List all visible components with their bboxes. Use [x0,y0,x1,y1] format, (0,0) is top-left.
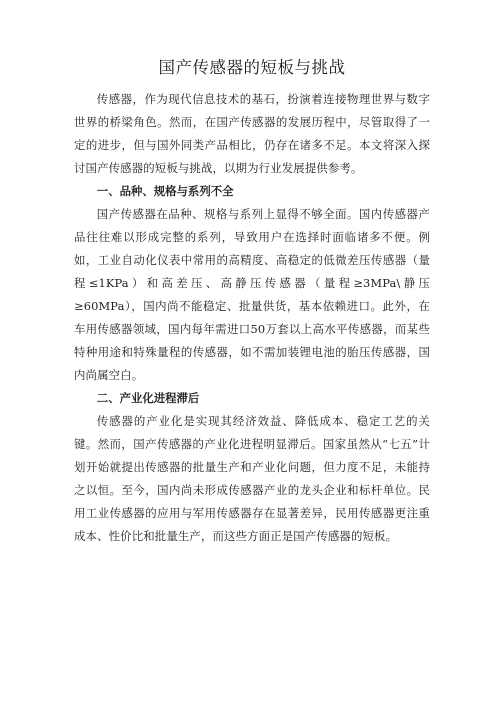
intro-paragraph: 传感器，作为现代信息技术的基石，扮演着连接物理世界与数字世界的桥梁角色。然而，在国产传感器的发展历程中，尽管取得了一定的进步，但与国外同类产品相比，仍存在诸多不足。本文将深入探讨国产传感器的短板与挑战，以期为行业发展提供参考。 [74,92,430,175]
section-body-variety: 国产传感器在品种、规格与系列上显得不够全面。国内传感器产品往往难以形成完整的系列，导致用户在选择时面临诸多不便。例如，工业自动化仪表中常用的高精度、高稳定的低微差压传感器（量程≤1KPa）和高差压、高静压传感器（量程≥3MPa\静压≥60MPa），国内尚不能稳定、批量供货，基本依赖进口。此外，在车用传感器领域，国内每年需进口50万套以上高水平传感器，而某些特种用途和特殊量程的传感器，如不需加装锂电池的胎压传感器，国内尚属空白。 [74,207,430,382]
section-heading-variety: 一、品种、规格与系列不全 [96,184,234,198]
document-page [74,56,430,548]
document-title: 国产传感器的短板与挑战 [158,58,346,77]
section-heading-industrialization: 二、产业化进程滞后 [96,391,200,405]
section-body-industrialization: 传感器的产业化是实现其经济效益、降低成本、稳定工艺的关键。然而，国产传感器的产业化进程明显滞后。国家虽然从“七五”计划开始就提出传感器的批量生产和产业化问题，但力度不足，未能持之以恒。至今，国内尚未形成传感器产业的龙头企业和标杆单位。民用工业传感器的应用与军用传感器存在显著差异，民用传感器更注重成本、性价比和批量生产，而这些方面正是国产传感器的短板。 [74,414,430,543]
